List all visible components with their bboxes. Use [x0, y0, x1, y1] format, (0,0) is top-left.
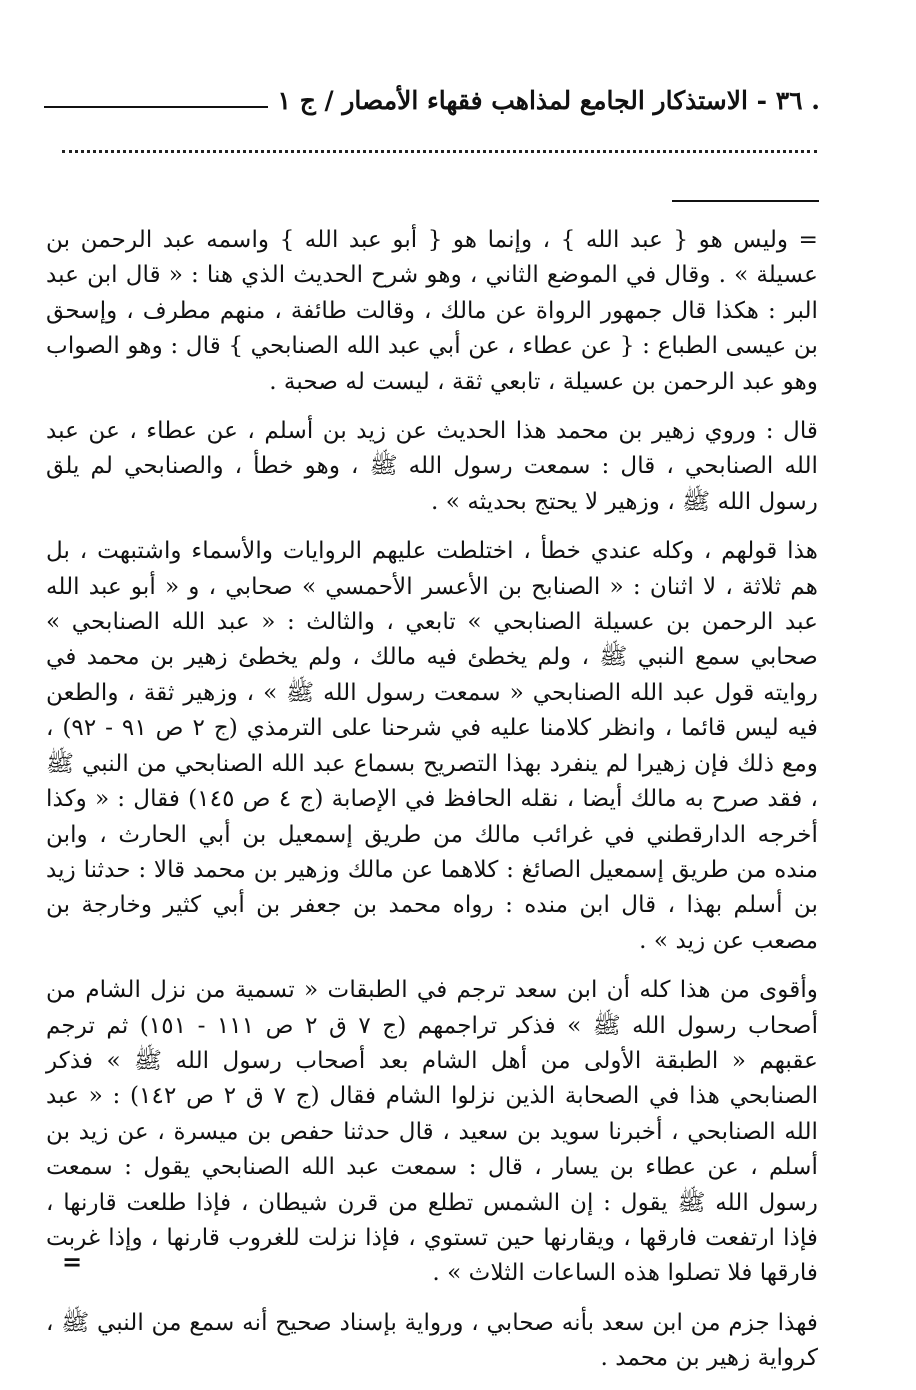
paragraph: = وليس هو { عبد الله } ، وإنما هو { أبو عبد الله } واسمه عبد الرحمن بن عسيلة » . وقال في الموضع الثاني ، وهو شرح الحديث الذي هنا : « قال ابن عبد البر : هكذا قال جمهور الرواة عن مالك ، وقالت طائفة ، منهم مطرف ، وإسحق بن عيسى الطباع : { عن عطاء ، عن أبي عبد الله الصنابحي } قال : وهو الصواب وهو عبد الرحمن بن عسيلة ، تابعي ثقة ، ليست له صحبة . — [46, 226, 818, 395]
paragraph: هذا قولهم ، وكله عندي خطأ ، اختلطت عليهم الروايات والأسماء واشتبهت ، بل هم ثلاثة ، لا اثنان : « الصنابح بن الأعسر الأحمسي » صحابي ، و « أبو عبد الله عبد الرحمن بن عسيلة الصنابحي » تابعي ، والثالث : « عبد الله الصنابحي » صحابي سمع النبي ﷺ ، ولم يخطئ فيه مالك ، ولم يخطئ زهير بن محمد في روايته قول عبد الله الصنابحي « سمعت رسول الله ﷺ » ، وزهير ثقة ، والطعن فيه ليس قائما ، وانظر كلامنا عليه في شرحنا على الترمذي (ج ٢ ص ٩١ - ٩٢) ، ومع ذلك فإن زهيرا لم ينفرد بهذا التصريح بسماع عبد الله الصنابحي من النبي ﷺ ، فقد صرح به مالك أيضا ، نقله الحافظ في الإصابة (ج ٤ ص ١٤٥) فقال : « وكذا أخرجه الدارقطني في غرائب مالك من طريق إسمعيل بن أبي الحارث ، وابن منده من طريق إسمعيل الصائغ : كلاهما عن مالك وزهير بن محمد قالا : حدثنا زيد بن أسلم بهذا ، قال ابن منده : رواه محمد بن جعفر بن أبي كثير وخارجة بن مصعب عن زيد » . — [46, 537, 819, 954]
running-header — [44, 80, 820, 120]
header-rule — [44, 106, 268, 108]
running-title: . ٣٦ - الاستذكار الجامع لمذاهب فقهاء الأمصار / ج ١ — [277, 85, 820, 115]
dotted-separator — [62, 150, 817, 159]
paragraph: فهذا جزم من ابن سعد بأنه صحابي ، ورواية بإسناد صحيح أنه سمع من النبي ﷺ ، كرواية زهير بن محمد . — [46, 1308, 818, 1372]
continuation-mark: = — [62, 1247, 83, 1276]
paragraph: وأقوى من هذا كله أن ابن سعد ترجم في الطبقات « تسمية من نزل الشام من أصحاب رسول الله ﷺ » فذكر تراجمهم (ج ٧ ق ٢ ص ١١١ - ١٥١) ثم ترجم عقبهم « الطبقة الأولى من أهل الشام بعد أصحاب رسول الله ﷺ » فذكر الصنابحي هذا في الصحابة الذين نزلوا الشام فقال (ج ٧ ق ٢ ص ١٤٢) : « عبد الله الصنابحي ، أخبرنا سويد بن سعيد ، قال حدثنا حفص بن ميسرة ، عن زيد بن أسلم ، عن عطاء بن يسار ، قال : سمعت عبد الله الصنابحي يقول : سمعت رسول الله ﷺ يقول : إن الشمس تطلع من قرن شيطان ، فإذا طلعت قارنها ، فإذا ارتفعت فارقها ، ويقارنها حين تستوي ، فإذا نزلت للغروب قارنها ، وإذا غربت فارقها فلا تصلوا هذه الساعات الثلاث » . — [46, 976, 819, 1287]
footnote-body — [46, 222, 818, 1390]
paragraph: قال : وروي زهير بن محمد هذا الحديث عن زيد بن أسلم ، عن عطاء ، عن عبد الله الصنابحي ، قال : سمعت رسول الله ﷺ ، وهو خطأ ، والصنابحي لم يلق رسول الله ﷺ ، وزهير لا يحتج بحديثه » . — [46, 417, 818, 515]
footnote-rule — [672, 200, 819, 202]
